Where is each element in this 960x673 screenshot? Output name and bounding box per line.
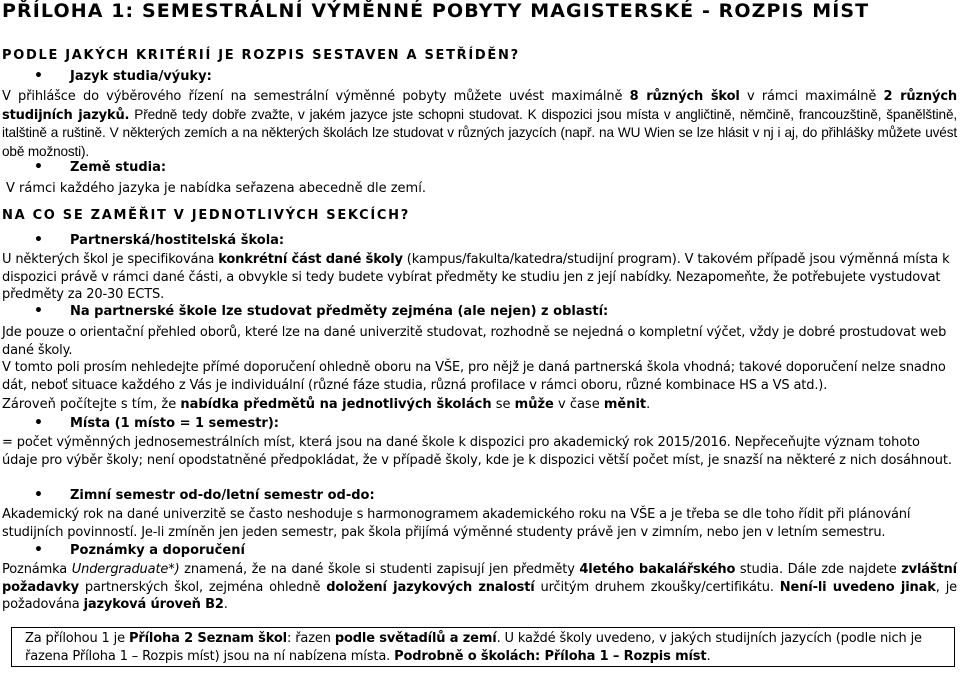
text-run: znamená, že na dané škole si studenti zapisují jen předměty — [179, 562, 580, 577]
bullet-dot-icon: • — [34, 542, 43, 558]
paragraph-places: = počet výměnných jednosemestrálních míst, která jsou na dané škole k dispozici pro akademický rok 2015/2016. Nepřeceňujte význam tohoto údaje pro výběr školy; není opodstatněné předpokládat, že v případě školy, kde je k dispozici větší počet míst, je snazší na některé z nich dosáhnout. — [2, 435, 952, 468]
text-run: partnerských škol, zejména ohledně — [78, 579, 327, 595]
text-run: , je požadována — [2, 579, 958, 612]
text-bold: jazyková úroveň B2 — [83, 597, 224, 612]
bullet-dot-icon: • — [34, 159, 43, 175]
paragraph-language — [2, 88, 957, 161]
text-run: . U každé školy uvedeno, v jakých studijních jazycích (podle nich je řazena Příloha 1 – Rozpis míst) jsou na ní nabízena místa. — [25, 631, 922, 664]
text-run: určitým druhem zkoušky/certifikátu. — [534, 579, 780, 595]
text-run: se — [491, 397, 515, 412]
text-run: v rámci maximálně — [739, 89, 884, 104]
text-bold: 2 různých studijních jazyků. — [2, 89, 957, 123]
text-run: . — [223, 597, 228, 612]
text-run: Zároveň počítejte s tím, že — [2, 397, 181, 412]
text-bold: 4letého bakalářského — [579, 562, 736, 577]
bullet-dot-icon: • — [34, 68, 43, 84]
paragraph-partner-school — [2, 251, 957, 304]
paragraph-fields-2: V tomto poli prosím nehledejte přímé doporučení ohledně oboru na VŠE, pro nějž je daná partnerská škola vhodná; takové doporučení nelze snadno dát, neboť situace každého z Vás je individuální (různé fáze studia, různá profilace v rámci oboru, různé kombinace HS a VS atd.). — [2, 360, 946, 393]
text-run: (kampus/fakulta/katedra/studijní program). V takovém případě jsou výměnná místa k dispozici právě v rámci dané části, a obvykle si tedy budete vybírat předměty ke studiu jen z její nabídky. Nezapomeňte, že potřebujete vystudovat předměty za 20-30 ECTS. — [2, 252, 950, 302]
bullet-dot-icon: • — [34, 487, 43, 503]
page-title: PŘÍLOHA 1: SEMESTRÁLNÍ VÝMĚNNÉ POBYTY MAGISTERSKÉ - ROZPIS MÍST — [2, 0, 870, 22]
bullet-label: Místa (1 místo = 1 semestr): — [70, 416, 279, 431]
text-bold: podle světadílů a zemí — [334, 631, 497, 646]
info-box-text — [25, 630, 945, 665]
text-run: . — [706, 648, 711, 664]
text-bold: nabídka předmětů na jednotlivých školách — [180, 397, 492, 412]
bullet-label: Jazyk studia/výuky: — [70, 69, 212, 84]
info-box — [11, 627, 955, 667]
text-run: . — [646, 397, 651, 412]
text-run: Poznámka — [2, 562, 72, 577]
text-run: U některých škol je specifikována — [2, 252, 219, 267]
bullet-dot-icon: • — [34, 415, 43, 431]
bullet-label: Zimní semestr od-do/letní semestr od-do: — [70, 488, 375, 503]
paragraph-fields-3 — [2, 396, 957, 414]
text-run: V přihlášce do výběrového řízení na semestrální výměnné pobyty můžete uvést maximálně — [2, 89, 630, 104]
text-run: : řazen — [286, 631, 335, 646]
text-bold: 8 různých škol — [629, 89, 740, 104]
bullet-label: Země studia: — [70, 160, 167, 175]
paragraph-country: V rámci každého jazyka je nabídka seřazena abecedně dle zemí. — [6, 181, 426, 196]
bullet-dot-icon: • — [34, 303, 43, 319]
text-bold: zvláštní požadavky — [2, 562, 957, 595]
text-italic: Undergraduate*) — [71, 562, 180, 577]
text-bold: měnit — [603, 397, 647, 412]
text-bold: Podrobně o školách: Příloha 1 – Rozpis míst — [394, 648, 707, 664]
bullet-label: Poznámky a doporučení — [70, 543, 245, 558]
paragraph-fields-1: Jde pouze o orientační přehled oborů, které lze na dané univerzitě studovat, rozhodně se nejedná o kompletní výčet, vždy je dobré prostudovat web dané školy. — [2, 325, 947, 358]
text-run: v čase — [553, 397, 604, 412]
bullet-dot-icon: • — [34, 232, 43, 248]
bullet-label: Na partnerské škole lze studovat předměty zejména (ale nejen) z oblastí: — [70, 304, 609, 319]
section-heading-focus: NA CO SE ZAMĚŘIT V JEDNOTLIVÝCH SEKCÍCH? — [2, 208, 410, 223]
text-bold: Není-li uvedeno jinak — [779, 579, 936, 595]
section-heading-criteria: PODLE JAKÝCH KRITÉRIÍ JE ROZPIS SESTAVEN A SETŘÍDĚN? — [2, 48, 520, 63]
text-bold: konkrétní část dané školy — [218, 252, 403, 267]
paragraph-semester: Akademický rok na dané univerzitě se často neshoduje s harmonogramem akademického roku na VŠE a je třeba se dle toho řídit při plánování studijních povinností. Je-li zmíněn jen jeden semestr, pak škola přijímá výměnné studenty právě jen v zimním, nebo jen v letním semestru. — [2, 507, 911, 540]
text-bold: doložení jazykových znalostí — [326, 579, 535, 595]
text-run: Předně tedy dobře zvažte, v jakém jazyce jste schopni studovat. K dispozici jsou místa v angličtině, němčině, francouzštině, španělštině, italštině a ruštině. V některých zemích a na některých školách lze studovat v různých jazycích (např. na WU Wien se lze hlásit v nj i aj, do přihlášky můžete uvést obě možnosti). — [2, 106, 958, 159]
text-run: studia. Dále zde najdete — [735, 562, 902, 577]
paragraph-notes — [2, 561, 957, 614]
text-bold: může — [514, 397, 554, 412]
text-bold: Příloha 2 Seznam škol — [128, 631, 287, 646]
text-run: Za přílohou 1 je — [25, 631, 129, 646]
bullet-label: Partnerská/hostitelská škola: — [70, 233, 285, 248]
